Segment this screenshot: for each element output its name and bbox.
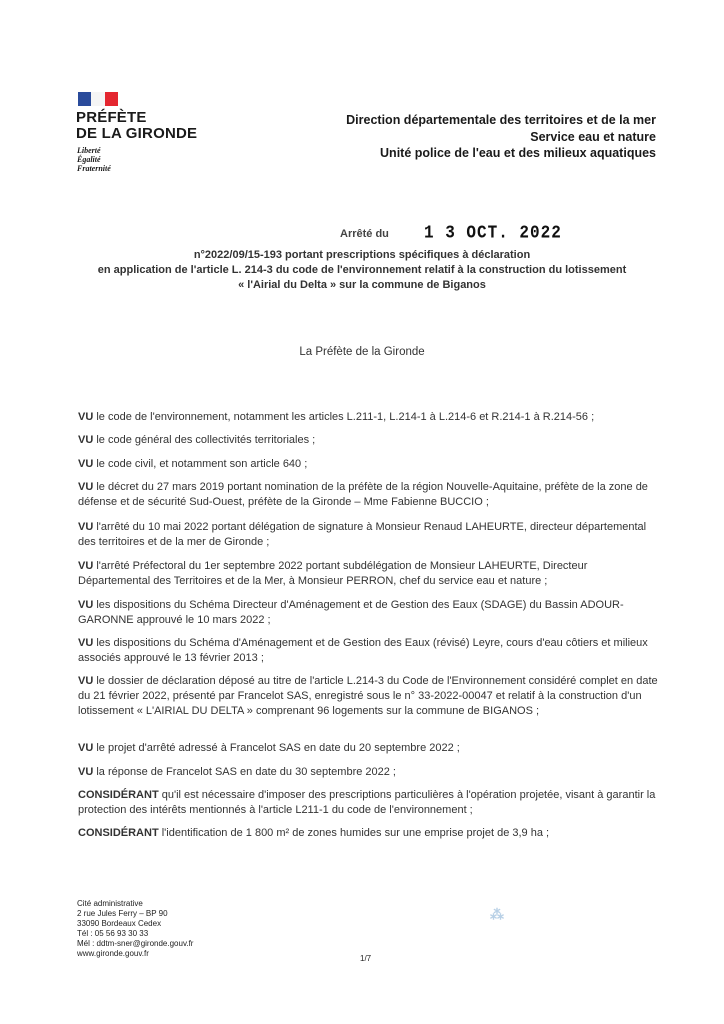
paragraph-text: qu'il est nécessaire d'imposer des prescriptions particulières à l'opération projetée, visant à garantir la protection des intérêts mentionnés à l'article L211-1 du code de l'environnement ; xyxy=(78,789,656,816)
paragraph-vu-delegation xyxy=(78,520,660,550)
prefecture-name xyxy=(76,110,197,142)
paragraph-vu-cgct xyxy=(78,433,660,448)
paragraph-vu-sage xyxy=(78,636,660,666)
paragraph-vu-code-environnement xyxy=(78,410,660,425)
direction-line-3: Unité police de l'eau et des milieux aquatiques xyxy=(380,146,656,160)
paragraph-lead: VU xyxy=(78,742,94,754)
paragraph-lead: VU xyxy=(78,637,94,649)
paragraph-vu-subdelegation xyxy=(78,559,660,589)
motto-fraternite: Fraternité xyxy=(77,164,111,173)
footer-line-1: Cité administrative xyxy=(77,899,143,908)
arrete-label: Arrêté du xyxy=(340,228,389,240)
arrete-subject xyxy=(60,248,664,293)
paragraph-vu-reponse xyxy=(78,765,660,780)
paragraph-text: l'arrêté Préfectoral du 1er septembre 2022 portant subdélégation de Monsieur LAHEURTE, Directeur Départemental des Territoires et de la Mer, à Monsieur PERRON, chef du service eau et nature ; xyxy=(78,560,588,587)
paragraph-text: le dossier de déclaration déposé au titre de l'article L.214-3 du Code de l'Environnement considéré complet en date du 21 février 2022, présenté par Francelot SAS, enregistré sous le n° 33-2022-00047 et relatif à la construction d'un lotissement « L'AIRIAL DU DELTA » comprenant 96 logements sur la commune de BIGANOS ; xyxy=(78,675,658,717)
paragraph-vu-projet-arrete xyxy=(78,741,660,756)
paragraph-lead: VU xyxy=(78,458,94,470)
subject-line-1: n°2022/09/15-193 portant prescriptions spécifiques à déclaration xyxy=(193,249,531,261)
paragraph-vu-decret-nomination xyxy=(78,480,660,510)
paragraph-lead: VU xyxy=(78,411,94,423)
motto-liberte: Liberté xyxy=(77,146,101,155)
paragraph-lead: VU xyxy=(78,560,94,572)
paragraph-text: la réponse de Francelot SAS en date du 30 septembre 2022 ; xyxy=(96,766,396,778)
paragraph-lead: VU xyxy=(78,766,94,778)
footer-website: www.gironde.gouv.fr xyxy=(77,949,149,958)
date-stamp: 1 3 OCT. 2022 xyxy=(424,222,562,244)
paragraph-text: le code général des collectivités territoriales ; xyxy=(96,434,316,446)
paragraph-text: l'arrêté du 10 mai 2022 portant délégation de signature à Monsieur Renaud LAHEURTE, directeur départemental des territoires et de la mer de Gironde ; xyxy=(78,521,647,548)
paragraph-lead: VU xyxy=(78,599,94,611)
subject-line-3: « l'Airial du Delta » sur la commune de Biganos xyxy=(238,279,486,291)
prefecture-line-1: PRÉFÈTE xyxy=(76,109,147,126)
paragraph-vu-code-civil xyxy=(78,457,660,472)
authority-heading: La Préfète de la Gironde xyxy=(299,346,425,358)
paragraph-lead: VU xyxy=(78,675,94,687)
paragraph-text: l'identification de 1 800 m² de zones humides sur une emprise projet de 3,9 ha ; xyxy=(161,827,550,839)
page-number: 1/7 xyxy=(360,954,372,963)
paragraph-text: le code civil, et notamment son article 640 ; xyxy=(96,458,308,470)
faint-stamp-mark: ⁂ xyxy=(490,906,504,922)
paragraph-text: les dispositions du Schéma d'Aménagement et de Gestion des Eaux (révisé) Leyre, cours d'eau côtiers et milieux associés approuvé le 13 février 2013 ; xyxy=(78,637,648,664)
flag-blue-band xyxy=(78,92,91,106)
paragraph-vu-sdage xyxy=(78,598,660,628)
paragraph-text: les dispositions du Schéma Directeur d'Aménagement et de Gestion des Eaux (SDAGE) du Bassin ADOUR-GARONNE approuvé le 10 mars 2022 ; xyxy=(78,599,624,626)
issuing-department xyxy=(346,112,656,162)
paragraph-lead: CONSIDÉRANT xyxy=(78,789,159,801)
paragraph-considerant-zones-humides xyxy=(78,826,660,841)
paragraph-lead: VU xyxy=(78,434,94,446)
footer-line-4: Tél : 05 56 93 30 33 xyxy=(77,929,149,938)
motto-egalite: Égalité xyxy=(77,155,101,164)
footer-line-3: 33090 Bordeaux Cedex xyxy=(77,919,162,928)
paragraph-lead: VU xyxy=(78,521,94,533)
paragraph-text: le code de l'environnement, notamment les articles L.211-1, L.214-1 à L.214-6 et R.214-1 à R.214-56 ; xyxy=(96,411,595,423)
paragraph-text: le projet d'arrêté adressé à Francelot SAS en date du 20 septembre 2022 ; xyxy=(96,742,460,754)
subject-line-2: en application de l'article L. 214-3 du code de l'environnement relatif à la construction du lotissement xyxy=(97,264,627,276)
prefecture-line-2: DE LA GIRONDE xyxy=(76,125,198,142)
paragraph-vu-dossier-declaration xyxy=(78,674,660,719)
footer-email: Mél : ddtm-sner@gironde.gouv.fr xyxy=(77,939,194,948)
paragraph-considerant-prescriptions xyxy=(78,788,660,818)
footer-line-2: 2 rue Jules Ferry – BP 90 xyxy=(77,909,168,918)
paragraph-text: le décret du 27 mars 2019 portant nomination de la préfète de la région Nouvelle-Aquitaine, préfète de la zone de défense et de sécurité Sud-Ouest, préfète de la Gironde – Mme Fabienne BUCCIO ; xyxy=(78,481,648,508)
direction-line-2: Service eau et nature xyxy=(530,129,656,144)
paragraph-lead: CONSIDÉRANT xyxy=(78,827,159,839)
flag-red-band xyxy=(105,92,118,106)
paragraph-lead: VU xyxy=(78,481,94,493)
republic-motto xyxy=(77,146,111,173)
direction-line-1: Direction départementale des territoires et de la mer xyxy=(346,113,656,127)
flag-white-band xyxy=(91,92,104,106)
republic-flag-logo xyxy=(78,92,118,106)
footer-address xyxy=(77,899,193,959)
